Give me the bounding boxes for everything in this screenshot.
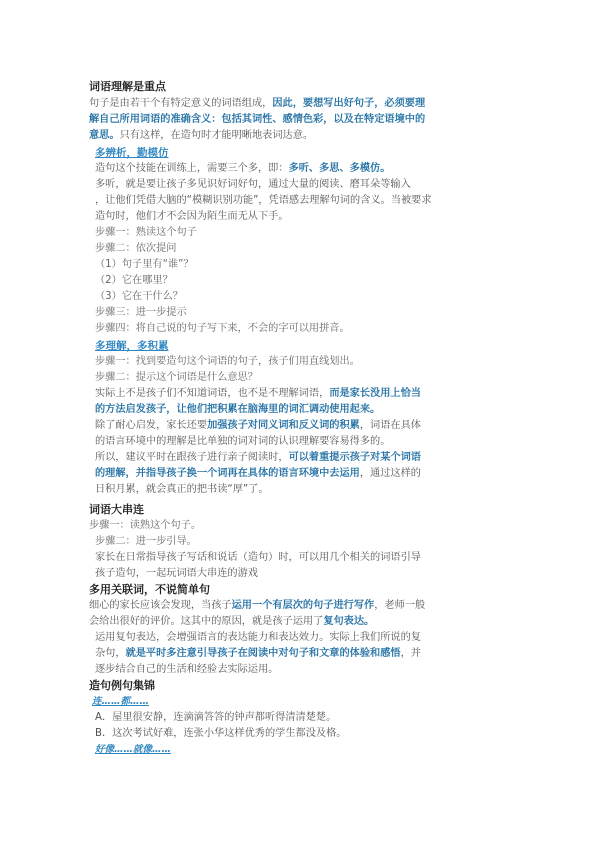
paragraph-line: 逐步结合自己的生活和经验去实际运用。 — [95, 664, 279, 675]
paragraph-line: 实际上不是孩子们不知道词语，也不是不理解词语，而是家长没用上恰当 — [95, 388, 421, 399]
step-line: 步骤二：依次提问 — [95, 243, 177, 254]
paragraph-line: 会给出很好的评价。这其中的原因，就是孩子运用了复句表达。 — [89, 616, 375, 627]
paragraph-line: 解自己所用词语的准确含义：包括其词性、感情色彩，以及在特定语境中的 — [89, 114, 426, 125]
step-line: 步骤三：进一步提示 — [95, 307, 187, 318]
paragraph-line: 的理解，并指导孩子换一个词再在具体的语言环境中去运用，通过这样的 — [95, 468, 421, 479]
step-question: （3）它在干什么？ — [95, 291, 183, 302]
step-line: 步骤一：找到要造句这个词语的句子，孩子们用直线划出。 — [95, 356, 360, 367]
paragraph-line: 孩子造句，一起玩词语大串连的游戏 — [95, 568, 258, 579]
conjunction-pair-lian-dou: 连……都…… — [92, 696, 150, 707]
subheading-discriminate-imitate: 多辨析，勤模仿 — [95, 147, 169, 159]
paragraph-line: 造句时，他们才不会因为陌生而无从下手。 — [95, 211, 289, 222]
paragraph-line: 家长在日常指导孩子写话和说话（造句）时，可以用几个相关的词语引导 — [95, 552, 421, 563]
step-line: 步骤一：熟读这个句子 — [95, 227, 197, 238]
paragraph-line: 细心的家长应该会发现，当孩子运用一个有层次的句子进行写作，老师一般 — [89, 600, 426, 611]
step-question: （2）它在哪里？ — [95, 275, 173, 286]
conjunction-pair-haoxiang-jiuxiang: 好像……就像…… — [95, 744, 172, 755]
step-question: （1）句子里有“谁”？ — [95, 259, 194, 270]
subheading-understand-accumulate: 多理解，多积累 — [95, 340, 169, 352]
paragraph-line: ，让他们凭借大脑的“模糊识别功能”，凭语感去理解句词的含义。当被要求 — [95, 195, 432, 206]
paragraph-line: 造句这个技能在训练上，需要三个多，即：多听、多思、多模仿。 — [95, 163, 391, 174]
paragraph-line: 多听，就是要让孩子多见识好词好句，通过大量的阅读、磨耳朵等输入 — [95, 179, 411, 190]
section-title-word-understanding: 词语理解是重点 — [89, 80, 166, 93]
section-title-conjunctions: 多用关联词，不说简单句 — [89, 583, 210, 596]
paragraph-line: 运用复句表达，会增强语言的表达能力和表达效力。实际上我们所说的复 — [95, 632, 421, 643]
step-line: 步骤二：提示这个词语是什么意思？ — [95, 372, 258, 383]
section-title-examples: 造句例句集锦 — [89, 679, 155, 692]
paragraph-line: 杂句，就是平时多注意引导孩子在阅读中对句子和文章的体验和感悟，并 — [95, 648, 421, 659]
step-line: 步骤一：读熟这个句子。 — [89, 520, 202, 531]
example-sentence: A．屋里很安静，连滴滴答答的钟声都听得清清楚楚。 — [95, 712, 337, 723]
step-line: 步骤二：进一步引导。 — [95, 536, 197, 547]
paragraph-line: 句子是由若干个有特定意义的词语组成，因此，要想写出好句子，必须要理 — [89, 98, 426, 109]
step-line: 步骤四：将自己说的句子写下来，不会的字可以用拼音。 — [95, 323, 350, 334]
paragraph-line: 所以，建议平时在跟孩子进行亲子阅读时，可以着重提示孩子对某个词语 — [95, 452, 421, 463]
paragraph-line: 除了耐心启发，家长还要加强孩子对同义词和反义词的积累，词语在具体 — [95, 420, 421, 431]
section-title-word-chain: 词语大串连 — [89, 503, 144, 516]
paragraph-line: 日积月累，就会真正的把书读“厚”了。 — [95, 484, 269, 495]
paragraph-line: 的语言环境中的理解是比单独的词对词的认识理解要容易得多的。 — [95, 436, 391, 447]
paragraph-line: 的方法启发孩子，让他们把积累在脑海里的词汇调动使用起来。 — [95, 404, 381, 415]
paragraph-line: 意思。只有这样，在造句时才能明晰地表词达意。 — [89, 130, 314, 141]
example-sentence: B．这次考试好难，连张小华这样优秀的学生都没及格。 — [95, 728, 347, 739]
